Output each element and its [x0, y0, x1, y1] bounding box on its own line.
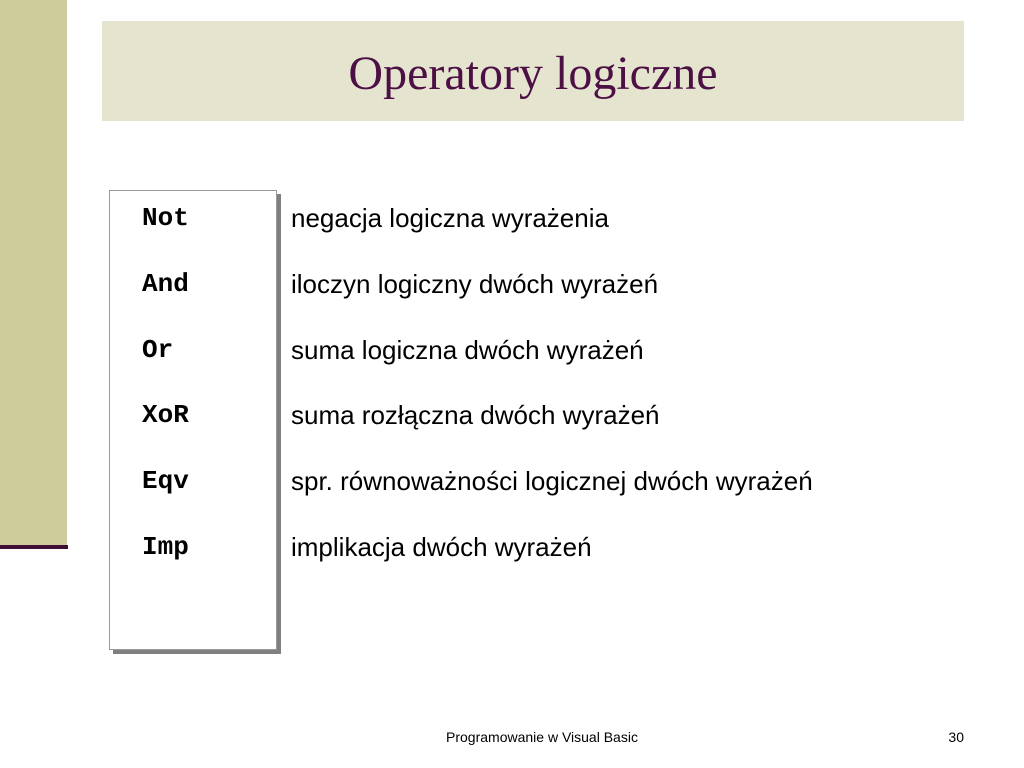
operator-not: Not — [142, 203, 189, 233]
operator-box — [109, 190, 277, 650]
title-banner — [102, 21, 964, 121]
operator-not-description: negacja logiczna wyrażenia — [291, 203, 609, 233]
operator-xor: XoR — [142, 400, 189, 430]
operator-eqv: Eqv — [142, 466, 189, 496]
left-accent-line — [0, 545, 68, 549]
operator-and-description: iloczyn logiczny dwóch wyrażeń — [291, 269, 659, 299]
operator-imp-description: implikacja dwóch wyrażeń — [291, 532, 592, 562]
footer-presentation-title: Programowanie w Visual Basic — [446, 729, 638, 745]
operator-xor-description: suma rozłączna dwóch wyrażeń — [291, 400, 660, 430]
operator-imp: Imp — [142, 532, 189, 562]
operator-or-description: suma logiczna dwóch wyrażeń — [291, 335, 644, 365]
operator-and: And — [142, 269, 189, 299]
slide-title: Operatory logiczne — [348, 47, 718, 100]
left-accent-bar — [0, 0, 67, 545]
operator-or: Or — [142, 335, 174, 365]
footer-page-number: 30 — [948, 729, 964, 745]
operator-eqv-description: spr. równoważności logicznej dwóch wyrażeń — [291, 466, 813, 496]
